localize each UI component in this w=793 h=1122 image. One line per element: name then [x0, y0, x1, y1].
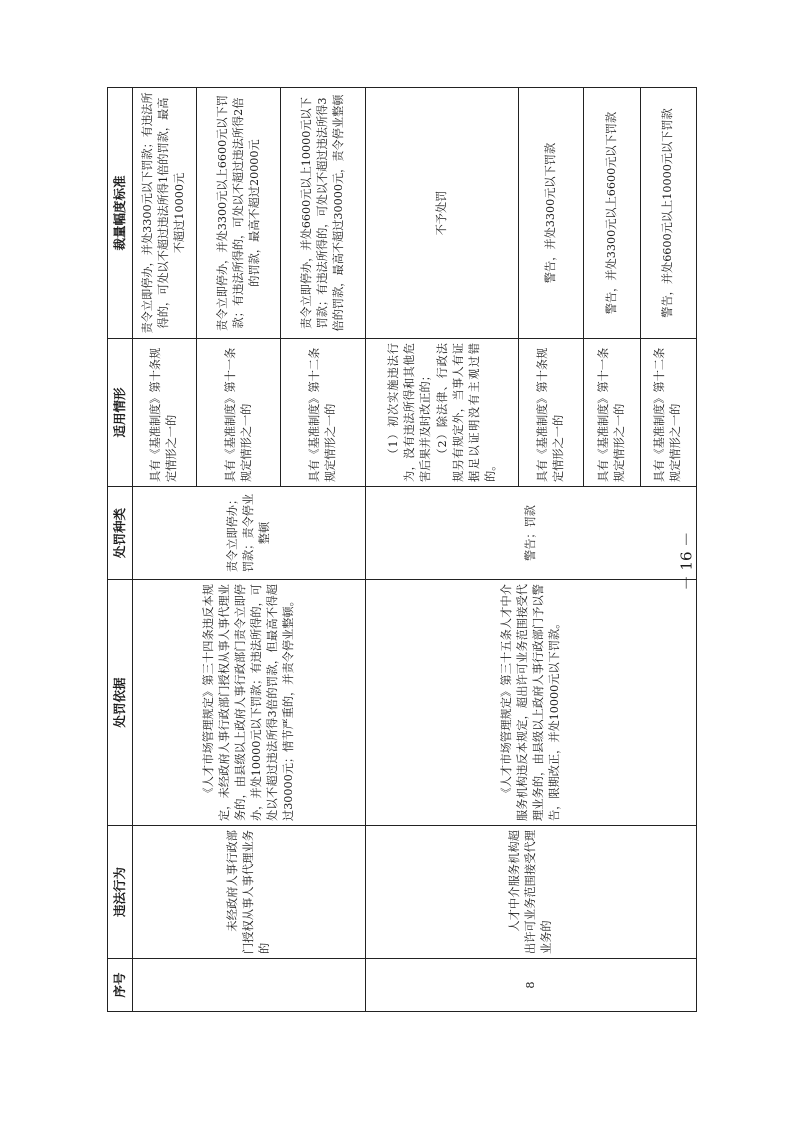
discretion-standard-cell: 责令立即停办，并处6600元以上10000元以下罚款；有违法所得的，可处以不超过违法所得3倍的罚款，最高不超过30000元，责令停业整顿: [281, 88, 366, 339]
discretion-standard-cell: 警告，并处3300元以上6600元以下罚款: [584, 88, 640, 339]
rotated-page-content: [107, 88, 697, 1012]
applicable-case-cell: 具有《基准制度》第十一条规定情形之一的: [196, 339, 281, 487]
header-discretion-standard: 裁量幅度标准: [108, 88, 133, 339]
table-header-row: [108, 88, 133, 1012]
header-legal-basis: 处罚依据: [108, 580, 133, 826]
case-item-2: （2）除法律、行政法规另有规定外，当事人有证据足以证明没有主观过错的。: [435, 343, 497, 482]
discretion-standard-cell: 责令立即停办，并处3300元以上6600元以下罚款；有违法所得的，可处以不超过违法所得2倍的罚款，最高不超过20000元: [196, 88, 281, 339]
case-item-1: （1）初次实施违法行为，没有违法所得和其他危害后果并及时改正的；: [386, 343, 432, 482]
table-row: [133, 88, 197, 1012]
discretion-standard-cell: 警告，并处6600元以上10000元以下罚款: [640, 88, 696, 339]
discretion-standard-cell: 不予处罚: [365, 88, 519, 339]
applicable-case-cell: 具有《基准制度》第十一条规定情形之一的: [584, 339, 640, 487]
legal-basis-text: 《人才市场管理规定》第三十四条违反本规定，未经政府人事行政部门授权从事人事代理业务的，由县级以上政府人事行政部门责令立即停办，并处10000元以下罚款；有违法所得的，可处以不超过违法所得3倍的罚款，但最高不得超过30000元；情节严重的，并责令停业整顿。: [201, 584, 295, 821]
applicable-case-cell: [365, 339, 519, 487]
violation-text: 人才中介服务机构超出许可业务范围接受代理业务的: [507, 830, 553, 954]
legal-basis-cell: [365, 580, 696, 826]
legal-basis-text: 《人才市场管理规定》第三十五条人才中介服务机构违反本规定，超出许可业务范围接受代理业务的，由县级以上政府人事行政部门予以警告，限期改正，并处10000元以下罚款。: [499, 584, 561, 821]
applicable-case-cell: 具有《基准制度》第十条规定情形之一的: [133, 339, 197, 487]
penalty-type-cell: 责令立即停办；罚款；责令停业整顿: [133, 487, 366, 580]
header-penalty-type: 处罚种类: [108, 487, 133, 580]
applicable-case-cell: 具有《基准制度》第十二条规定情形之一的: [640, 339, 696, 487]
violation-text: 未经政府人事行政部门授权从事人事代理业务的: [225, 830, 271, 954]
header-violation: 违法行为: [108, 826, 133, 959]
discretion-standard-cell: 责令立即停办，并处3300元以下罚款；有违法所得的，可处以不超过违法所得1倍的罚款，最高不超过10000元: [133, 88, 197, 339]
applicable-case-cell: 具有《基准制度》第十条规定情形之一的: [519, 339, 584, 487]
serial-cell: [133, 959, 366, 1012]
table-row: [365, 88, 519, 1012]
header-applicable-case: 适用情形: [108, 339, 133, 487]
legal-basis-cell: [133, 580, 366, 826]
violation-cell: [365, 826, 696, 959]
discretion-standard-cell: 警告，并处3300元以下罚款: [519, 88, 584, 339]
violation-cell: [133, 826, 366, 959]
penalty-discretion-table: [107, 87, 697, 1012]
applicable-case-cell: 具有《基准制度》第十二条规定情形之一的: [281, 339, 366, 487]
header-serial: 序号: [108, 959, 133, 1012]
penalty-type-cell: 警告；罚款: [365, 487, 696, 580]
page-number: － 16 －: [677, 531, 696, 591]
serial-cell: 8: [365, 959, 696, 1012]
